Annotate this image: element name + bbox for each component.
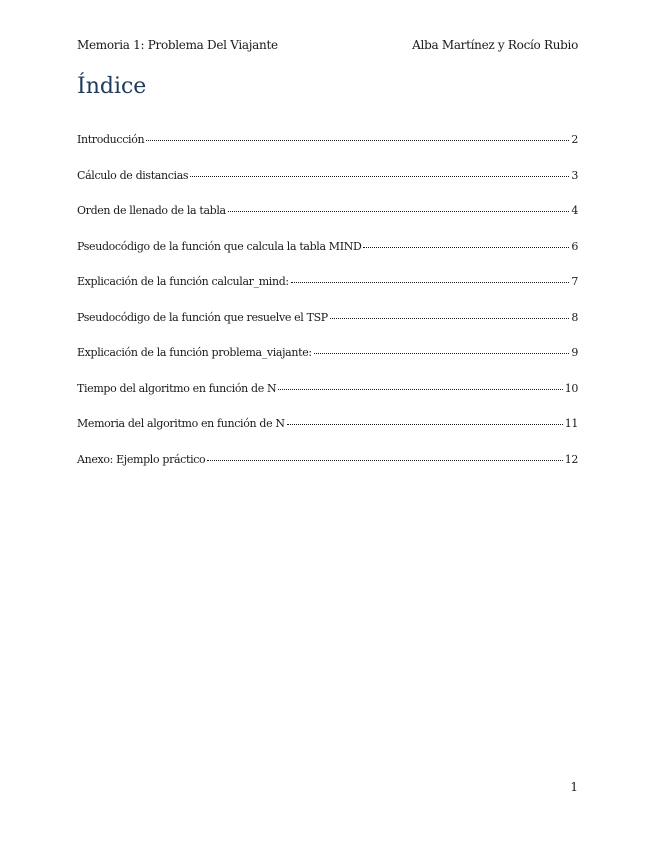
toc-entry[interactable]	[77, 275, 578, 311]
toc-dot-leader	[207, 460, 562, 461]
toc-dot-leader	[190, 176, 569, 177]
toc-entry-page[interactable]: 9	[571, 346, 578, 359]
toc-entry-text[interactable]: Pseudocódigo de la función que resuelve el TSP	[77, 310, 328, 324]
toc-dot-leader	[287, 424, 563, 425]
toc-entry-text[interactable]: Cálculo de distancias	[77, 168, 189, 182]
toc-entry-page[interactable]: 6	[571, 239, 578, 253]
toc-entry-text[interactable]: Pseudocódigo de la función que calcula la tabla MIND	[77, 239, 362, 253]
toc-entry[interactable]	[77, 346, 578, 382]
toc-entry-page[interactable]: 4	[571, 204, 578, 217]
toc-entry-text[interactable]: Memoria del algoritmo en función de N	[77, 417, 285, 430]
toc-entry[interactable]	[77, 204, 578, 240]
toc-entry-text[interactable]: Explicación de la función calcular_mind:	[77, 275, 289, 288]
toc-entry-page[interactable]: 2	[571, 133, 578, 146]
toc-entry-text[interactable]: Anexo: Ejemplo práctico	[77, 452, 206, 466]
toc-entry[interactable]	[77, 240, 578, 276]
toc-dot-leader	[278, 389, 562, 390]
toc-dot-leader	[228, 211, 570, 212]
toc-entry-page[interactable]: 7	[571, 275, 578, 288]
page-header	[77, 38, 578, 56]
toc-entry[interactable]	[77, 311, 578, 347]
toc-entry-page[interactable]: 3	[571, 168, 578, 182]
toc-dot-leader	[363, 247, 569, 248]
toc-entry[interactable]	[77, 169, 578, 205]
toc-entry-page[interactable]: 11	[564, 417, 578, 430]
toc-entry-text[interactable]: Tiempo del algoritmo en función de N	[77, 381, 277, 395]
toc-entry-page[interactable]: 10	[564, 381, 578, 395]
toc-entry-text[interactable]: Explicación de la función problema_viajante:	[77, 346, 312, 359]
toc-dot-leader	[330, 318, 570, 319]
toc-dot-leader	[314, 353, 570, 354]
toc-entry-page[interactable]: 8	[571, 310, 578, 324]
toc-dot-leader	[146, 140, 569, 141]
toc-entry-page[interactable]: 12	[564, 452, 578, 466]
toc-title: Índice	[77, 74, 147, 99]
toc-entry-text[interactable]: Introducción	[77, 133, 145, 146]
toc-dot-leader	[291, 282, 570, 283]
table-of-contents	[77, 133, 578, 488]
header-document-title: Memoria 1: Problema Del Viajante	[77, 38, 278, 52]
toc-entry[interactable]	[77, 417, 578, 453]
page-number: 1	[570, 780, 578, 794]
toc-entry-text[interactable]: Orden de llenado de la tabla	[77, 204, 226, 217]
toc-entry[interactable]	[77, 453, 578, 489]
toc-entry[interactable]	[77, 133, 578, 169]
header-authors: Alba Martínez y Rocío Rubio	[412, 38, 578, 52]
toc-entry[interactable]	[77, 382, 578, 418]
